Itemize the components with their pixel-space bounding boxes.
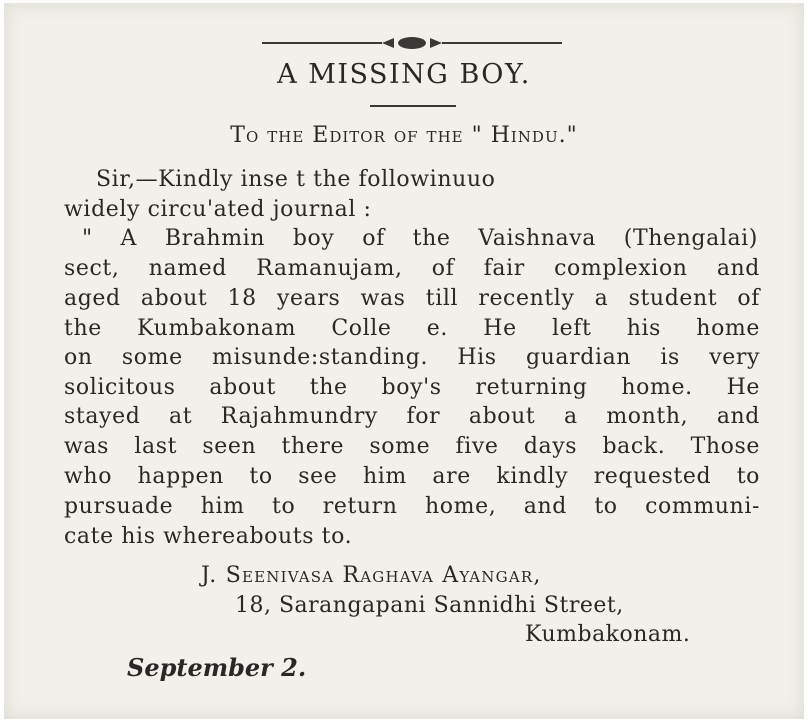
body-line: who happen to see him are kindly requested to bbox=[64, 464, 760, 489]
body-line: cate his whereabouts to. bbox=[64, 524, 353, 549]
title-divider bbox=[370, 105, 456, 107]
body-line: stayed at Rajahmundry for about a month, and bbox=[64, 404, 760, 429]
body-line: was last seen there some five days back. Those bbox=[64, 434, 760, 459]
ornament-rule-icon bbox=[262, 33, 562, 53]
signature-name: J. Seenivasa Raghava Ayangar, bbox=[201, 563, 542, 588]
newspaper-clipping bbox=[4, 3, 804, 719]
body-line: widely circu'ated journal : bbox=[64, 197, 372, 222]
body-line: " A Brahmin boy of the Vaishnava (Thengalai) bbox=[82, 226, 758, 251]
signature-address: 18, Sarangapani Sannidhi Street, bbox=[235, 593, 624, 618]
body-line: aged about 18 years was till recently a student of bbox=[64, 286, 760, 311]
article-date: September 2. bbox=[127, 653, 307, 682]
addressee-line: To the Editor of the " Hindu." bbox=[230, 123, 578, 148]
article-title: A MISSING BOY. bbox=[277, 59, 531, 90]
signature-city: Kumbakonam. bbox=[525, 622, 691, 647]
body-line: solicitous about the boy's returning home. He bbox=[64, 375, 760, 400]
body-line: on some misunde:standing. His guardian is very bbox=[64, 345, 760, 370]
body-line: sect, named Ramanujam, of fair complexion and bbox=[64, 256, 760, 281]
body-line: Sir,—Kindly inse t the followinuuo bbox=[96, 167, 496, 192]
body-line: the Kumbakonam Colle e. He left his home bbox=[64, 316, 760, 341]
body-line: pursuade him to return home, and to communi- bbox=[64, 494, 760, 519]
